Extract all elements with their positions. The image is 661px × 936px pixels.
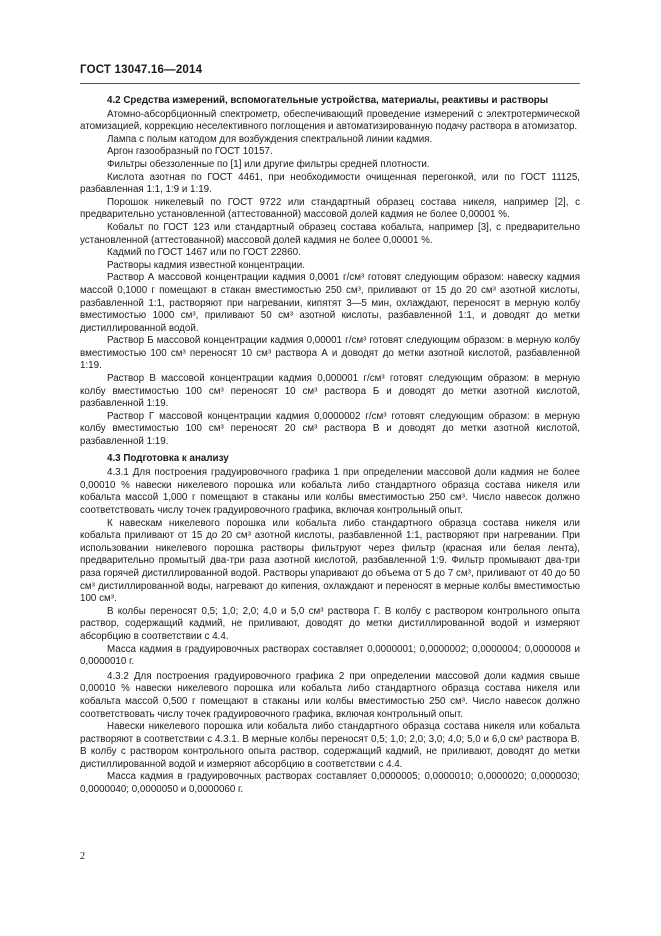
paragraph: Кислота азотная по ГОСТ 4461, при необходимости очищенная перегонкой, или по ГОСТ 11125, разбавленная 1:1, 1:9 и 1:19.	[80, 171, 580, 196]
paragraph: Атомно-абсорбционный спектрометр, обеспечивающий проведение измерений с электротермической атомизацией, коррекцию неселективного поглощения и автоматизированную подачу раствора в атомизатор.	[80, 108, 580, 133]
header-divider	[80, 83, 580, 84]
paragraph: Кадмий по ГОСТ 1467 или по ГОСТ 22860.	[107, 247, 301, 259]
paragraph: Фильтры обеззоленные по [1] или другие фильтры средней плотности.	[107, 158, 430, 170]
paragraph: Аргон газообразный по ГОСТ 10157.	[107, 146, 273, 158]
paragraph: Раствор В массовой концентрации кадмия 0,000001 г/см³ готовят следующим образом: в мерную колбу вместимостью 100 см³ переносят 10 см³ раствора Б и доводят до метки азотной кислотой, разбавленной 1:19.	[80, 373, 580, 410]
paragraph: 4.3.1 Для построения градуировочного графика 1 при определении массовой доли кадмия не более 0,00010 % навески никелевого порошка или кобальта либо стандартного образца состава никеля или кобальта массой 1,000 г помещают в стаканы или колбы вместимостью 250 см³. Число навесок должно соответствовать числу точек градуировочного графика, включая контрольный опыт.	[80, 467, 580, 516]
paragraph: Раствор А массовой концентрации кадмия 0,0001 г/см³ готовят следующим образом: навеску кадмия массой 0,1000 г помещают в стакан вместимостью 250 см³, приливают от 15 до 20 см³ азотной кислоты, разбавленной 1:1, растворяют при нагревании, кипятят 3—5 мин, охлаждают, переносят в мерную колбу вместимостью 1000 см³, приливают 50 см³ азотной кислоты, разбавленной 1:1, и доводят до метки дистиллированной водой.	[80, 272, 580, 334]
paragraph: Раствор Б массовой концентрации кадмия 0,00001 г/см³ готовят следующим образом: в мерную колбу вместимостью 100 см³ переносят 10 см³ раствора А и доводят до метки азотной кислотой, разбавленной 1:19.	[80, 335, 580, 372]
paragraph: В колбы переносят 0,5; 1,0; 2,0; 4,0 и 5,0 см³ раствора Г. В колбу с раствором контрольного опыта раствор, содержащий кадмий, не приливают, доводят до метки дистиллированной водой и измеряют абсорбцию в соответствии с 4.4.	[80, 605, 580, 642]
paragraph: К навескам никелевого порошка или кобальта либо стандартного образца состава никеля или кобальта приливают от 15 до 20 см³ азотной кислоты, разбавленной 1:1, растворяют при нагревании. При использовании никелевого порошка растворы фильтруют через фильтр (красная или белая лента), предварительно промытый два-три раза азотной кислотой, разбавленной 1:9. Фильтр промывают два-три раза горячей дистиллированной водой. Растворы упаривают до объема от 5 до 7 см³, приливают от 40 до 50 см³ дистиллированной воды, нагревают до кипения, охлаждают и переносят в мерные колбы вместимостью 100 см³.	[80, 517, 580, 605]
paragraph: Масса кадмия в градуировочных растворах составляет 0,0000001; 0,0000002; 0,0000004; 0,0000008 и 0,0000010 г.	[80, 643, 580, 668]
document-body	[80, 95, 580, 797]
section-heading-4-3: 4.3 Подготовка к анализу	[107, 452, 229, 464]
paragraph: Лампа с полым катодом для возбуждения спектральной линии кадмия.	[107, 133, 433, 145]
paragraph: Навески никелевого порошка или кобальта либо стандартного образца состава никеля или кобальта растворяют в соответствии с 4.3.1. В мерные колбы переносят 0,5; 1,0; 2,0; 3,0; 4,0; 5,0 и 6,0 см³ раствора В. В колбу с раствором контрольного опыта раствор, содержащий кадмий, не приливают, доводят до метки дистиллированной водой и измеряют абсорбцию в соответствии с 4.4.	[80, 721, 580, 770]
page-number: 2	[80, 851, 85, 862]
paragraph: Растворы кадмия известной концентрации.	[107, 259, 305, 271]
paragraph: Кобальт по ГОСТ 123 или стандартный образец состава кобальта, например [3], с предварительно установленной (аттестованной) массовой долей кадмия не более 0,00001 %.	[80, 221, 580, 246]
paragraph: 4.3.2 Для построения градуировочного графика 2 при определении массовой доли кадмия свыше 0,00010 % навески никелевого порошка или кобальта либо стандартного образца состава никеля или кобальта массой 0,500 г помещают в стаканы или колбы вместимостью 250 см³. Число навесок должно соответствовать числу точек градуировочного графика, включая контрольный опыт.	[80, 670, 580, 720]
section-heading-4-2: 4.2 Средства измерений, вспомогательные устройства, материалы, реактивы и растворы	[107, 95, 549, 106]
document-header: ГОСТ 13047.16—2014	[80, 64, 203, 76]
paragraph: Масса кадмия в градуировочных растворах составляет 0,0000005; 0,0000010; 0,0000020; 0,0000030; 0,0000040; 0,0000050 и 0,0000060 г.	[80, 771, 580, 796]
paragraph: Раствор Г массовой концентрации кадмия 0,0000002 г/см³ готовят следующим образом: в мерную колбу вместимостью 100 см³ переносят 20 см³ раствора В и доводят до метки азотной кислотой, разбавленной 1:19.	[80, 410, 580, 448]
paragraph: Порошок никелевый по ГОСТ 9722 или стандартный образец состава никеля, например [2], с предварительно установленной (аттестованной) массовой долей кадмия не более 0,00001 %.	[80, 196, 580, 221]
